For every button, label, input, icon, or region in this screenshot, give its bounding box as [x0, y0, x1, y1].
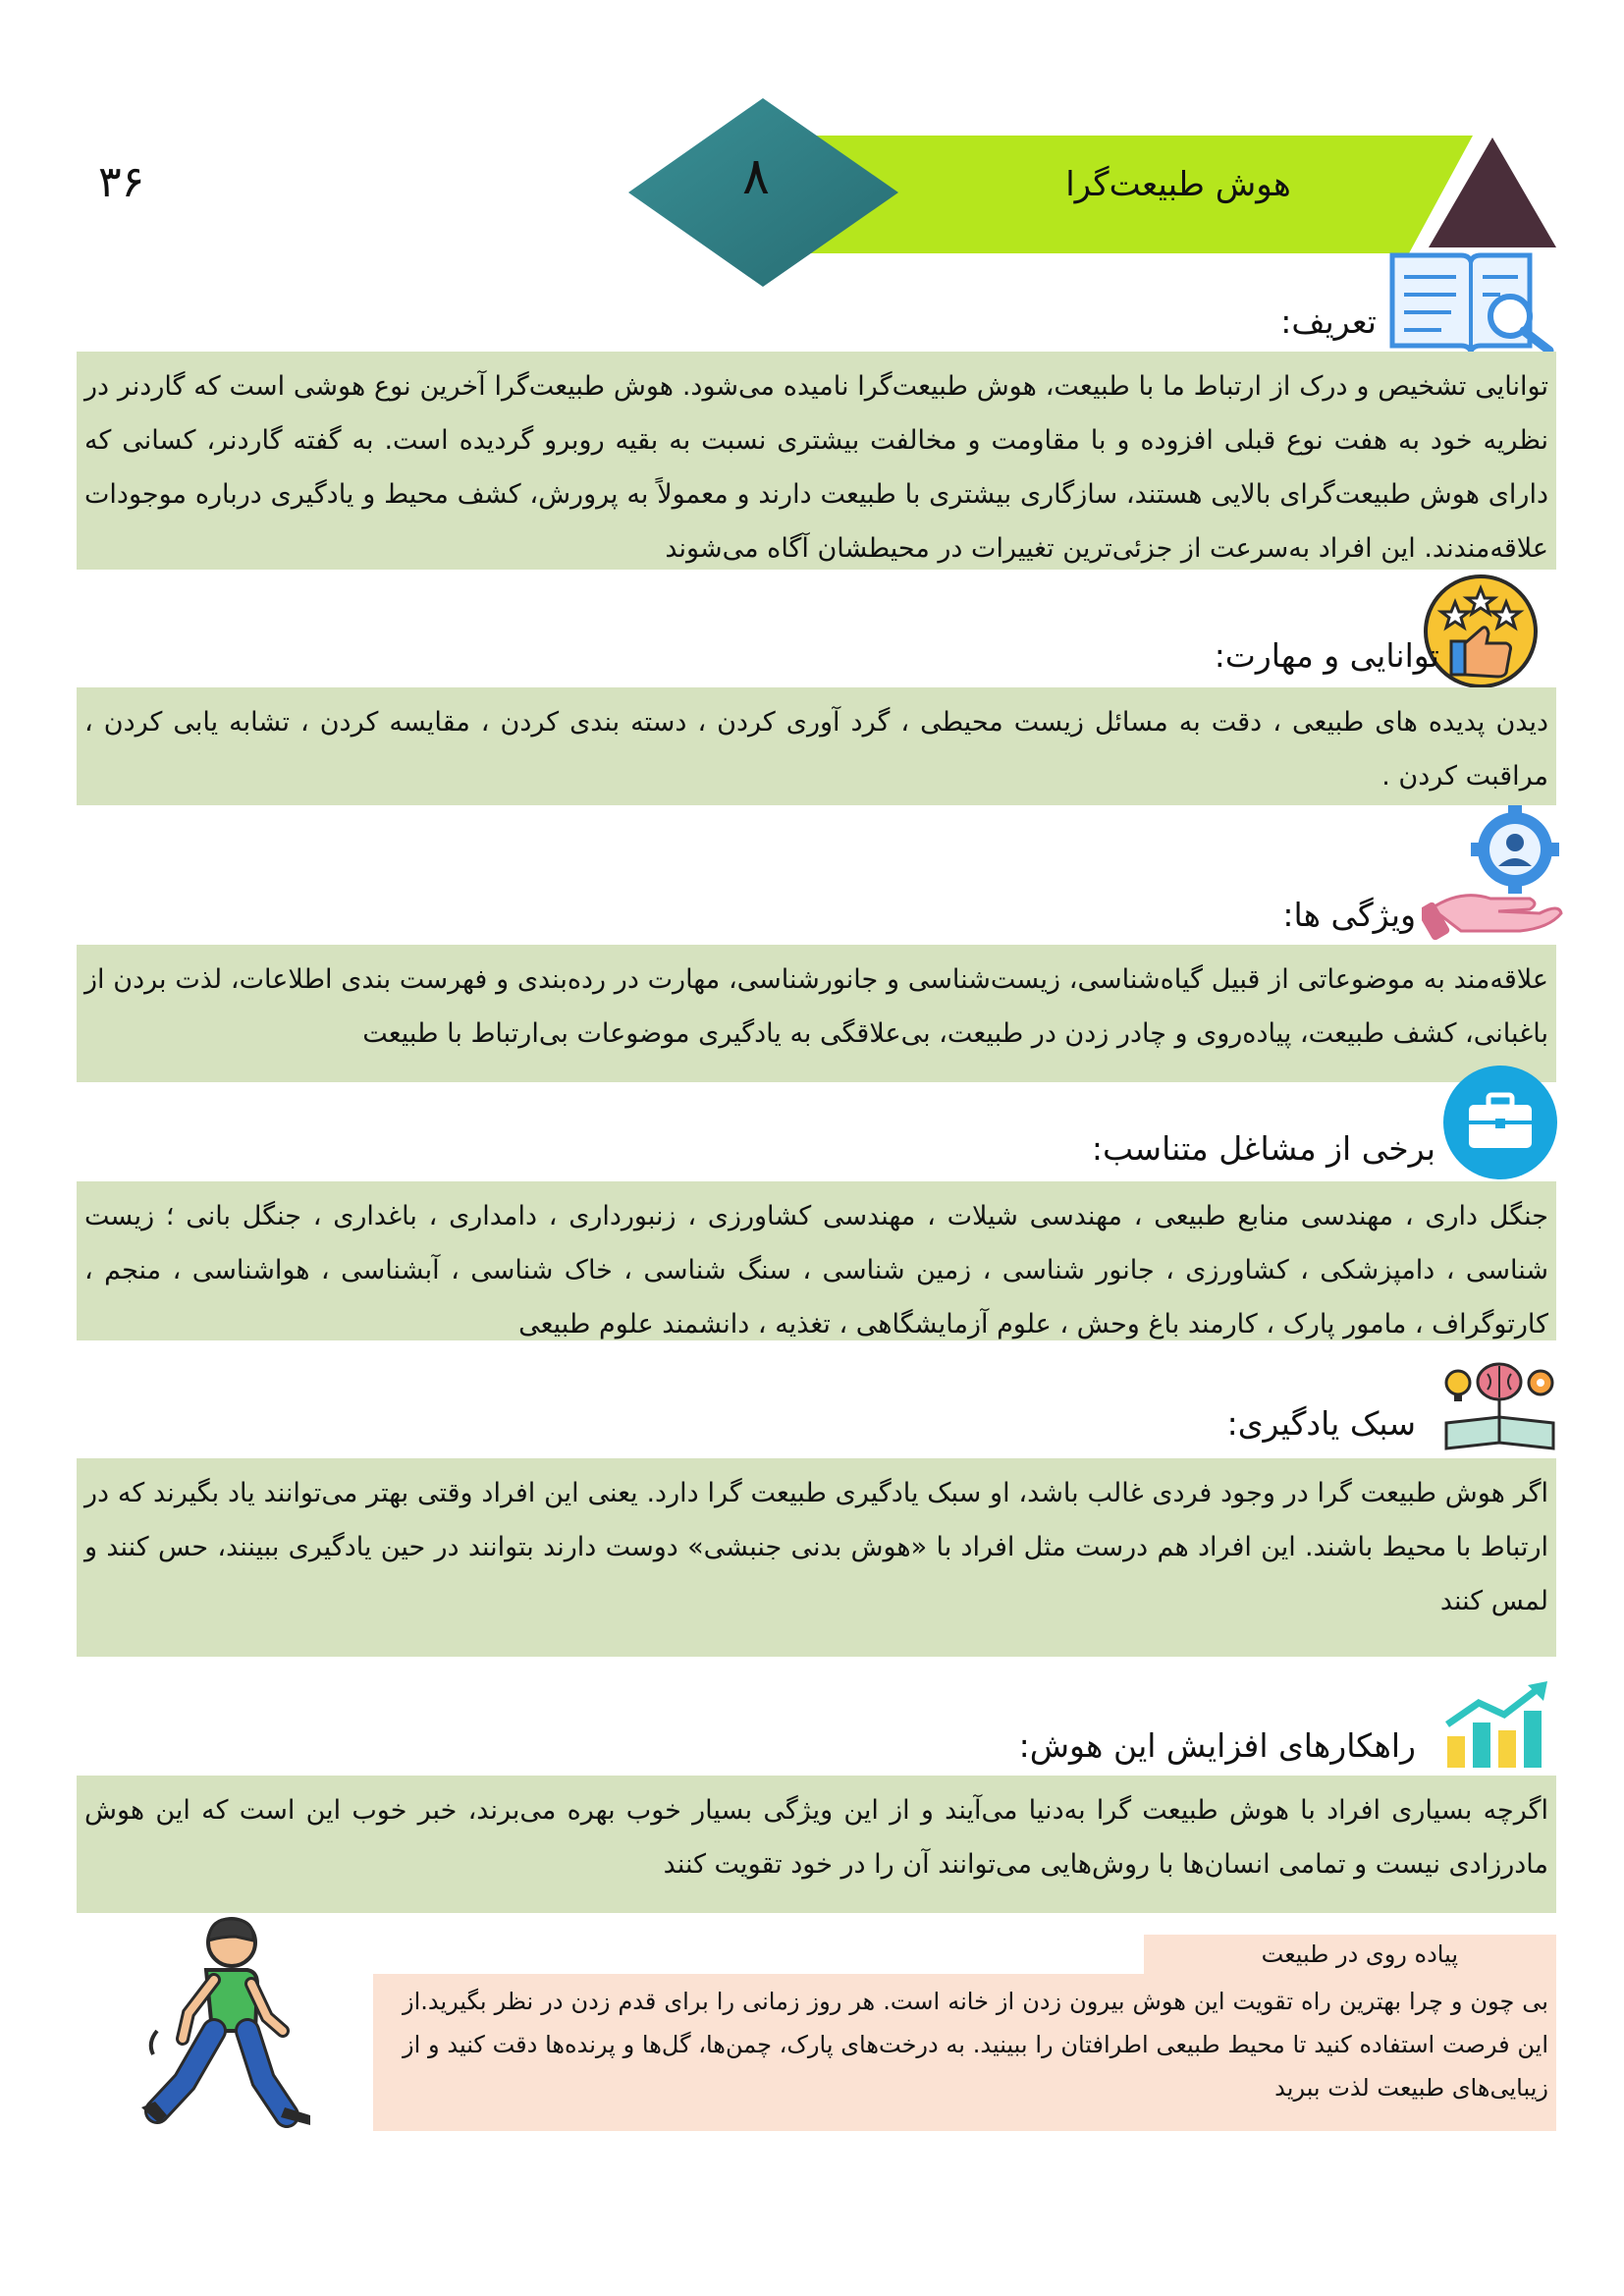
banner-triangle [1429, 137, 1556, 247]
briefcase-icon [1441, 1064, 1559, 1181]
walking-person-icon [137, 1915, 314, 2133]
thumbs-up-stars-icon [1422, 573, 1540, 690]
section-heading-definition: تعریف: [1280, 302, 1377, 341]
section-heading-careers: برخی از مشاغل متناسب: [1091, 1129, 1435, 1168]
growth-chart-icon [1443, 1681, 1553, 1770]
abilities-box: دیدن پدیده های طبیعی ، دقت به مسائل زیست محیطی ، گرد آوری کردن ، دسته بندی کردن ، مقایسه کردن ، تشابه یابی کردن ، مراقبت کردن . [77, 687, 1556, 805]
note-title: پیاده روی در طبیعت [1144, 1935, 1556, 1978]
strategies-box: اگرچه بسیاری افراد با هوش طبیعت گرا به‌دنیا می‌آیند و از این ویژگی بسیار خوب بهره می‌برند، خبر خوب این است که این هوش مادرزادی نیست و تمامی انسان‌ها با روش‌هایی می‌توانند آن را در خود تقویت کنند [77, 1776, 1556, 1913]
section-heading-strategies: راهکارهای افزایش این هوش: [1018, 1726, 1416, 1765]
chapter-number: ۸ [742, 147, 770, 206]
note-text: بی چون و چرا بهترین راه تقویت این هوش بیرون زدن از خانه است. هر روز زمانی را برای قدم زدن در نظر بگیرید.از این فرصت استفاده کنید تا محیط طبیعی اطرافتان را ببینید. به درخت‌های پارک، چمن‌ها، گل‌ها و پرنده‌ها دقت کنید و از زیبایی‌های طبیعت لذت ببرید [373, 1974, 1556, 2131]
book-brain-ideas-icon [1438, 1358, 1561, 1456]
learning-style-box: اگر هوش طبیعت گرا در وجود فردی غالب باشد، او سبک یادگیری طبیعت گرا دارد. یعنی این افراد وقتی بهتر می‌توانند یاد بگیرند که در ارتباط با محیط باشند. این افراد هم درست مثل افراد با «هوش بدنی جنبشی» دوست دارند بتوانند در حین یادگیری ببینند، حس کنند و لمس کنند [77, 1458, 1556, 1657]
section-heading-abilities: توانایی و مهارت: [1214, 636, 1439, 675]
book-magnifier-icon [1382, 247, 1559, 355]
definition-box: توانایی تشخیص و درک از ارتباط ما با طبیعت، هوش طبیعت‌گرا نامیده می‌شود. هوش طبیعت‌گرا آخرین نوع هوشی است که گاردنر در نظریه خود به هفت نوع قبلی افزوده و با مقاومت و مخالفت بیشتری نسبت به بقیه روبرو گردیده است. به گفته گاردنر، کسانی که دارای هوش طبیعت‌گرای بالایی هستند، سازگاری بیشتری با طبیعت دارند و معمولاً به پرورش، کشف محیط و یادگیری درباره موجودات علاقه‌مندند. این افراد به‌سرعت از جزئی‌ترین تغییرات در محیطشان آگاه می‌شوند [77, 352, 1556, 570]
hand-gear-person-icon [1422, 805, 1569, 943]
section-heading-characteristics: ویژگی ها: [1282, 896, 1416, 934]
careers-box: جنگل داری ، مهندسی منابع طبیعی ، مهندسی شیلات ، مهندسی کشاورزی ، زنبورداری ، دامداری ، باغداری ، جنگل بانی ؛ زیست شناسی ، دامپزشکی ، کشاورزی ، جانور شناسی ، زمین شناسی ، سنگ شناسی ، خاک شناسی ، آبشناسی ، هواشناسی ، منجم ، کارتوگراف ، مامور پارک ، کارمند باغ وحش ، علوم آزمایشگاهی ، تغذیه ، دانشمند علوم طبیعی [77, 1181, 1556, 1340]
section-heading-learning-style: سبک یادگیری: [1226, 1404, 1416, 1443]
chapter-title: هوش طبیعت‌گرا [1065, 165, 1291, 204]
characteristics-box: علاقه‌مند به موضوعاتی از قبیل گیاه‌شناسی، زیست‌شناسی و جانورشناسی، مهارت در رده‌بندی و فهرست بندی اطلاعات، لذت بردن از باغبانی، کشف طبیعت، پیاده‌روی و چادر زدن در طبیعت، بی‌علاقگی به یادگیری موضوعات بی‌ارتباط با طبیعت [77, 945, 1556, 1082]
page-number: ۳۶ [98, 157, 145, 207]
